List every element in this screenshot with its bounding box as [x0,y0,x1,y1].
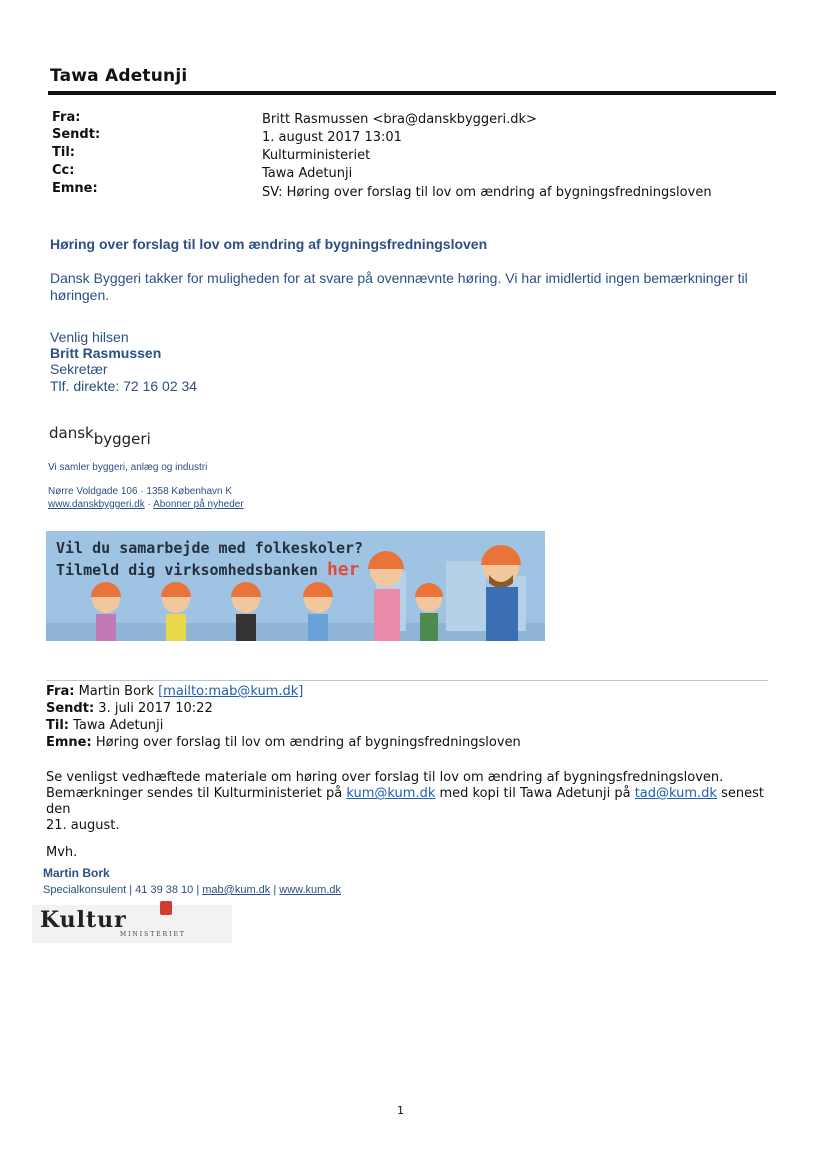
fwd-body-line2 [46,786,771,818]
fwd-to-label: Til: [46,718,69,733]
forward-separator [46,680,768,681]
banner-line1: Vil du samarbejde med folkeskoler? [56,539,364,557]
fwd-from-line [46,684,303,699]
fwd-from-mailto-link[interactable]: [mailto:mab@kum.dk] [158,684,304,699]
fwd-sender-name: Martin Bork [43,866,110,880]
logo-part-byggeri: byggeri [93,430,151,448]
contact-sep-2: | [193,884,203,896]
reply-subject: Høring over forslag til lov om ændring af bygningsfredningsloven [50,236,488,252]
fwd-sender-contact [43,884,341,896]
banner-her-link[interactable]: her [326,559,360,580]
fwd-sender-phone: 41 39 38 10 [135,884,194,896]
reply-sender-phone: Tlf. direkte: 72 16 02 34 [50,378,198,394]
fwd-subject-label: Emne: [46,735,92,750]
cc-value: Tawa Adetunji [262,166,353,181]
fwd-body-line3: 21. august. [46,818,120,833]
from-label: Fra: [52,110,81,125]
contact-sep-1: | [126,884,136,896]
banner-text [56,537,363,581]
fwd-to-value: Tawa Adetunji [73,718,164,733]
sent-label: Sendt: [52,127,101,142]
company-website-link[interactable]: www.danskbyggeri.dk [48,499,145,510]
fwd-body-text-c: senest den [46,786,764,817]
company-links [48,499,244,510]
fwd-to-line [46,718,163,733]
fwd-body-line1: Se venligst vedhæftede materiale om høring over forslag til lov om ændring af bygningsfredningsloven. [46,770,724,785]
cc-label: Cc: [52,163,75,178]
fwd-body [46,770,771,834]
from-value: Britt Rasmussen <bra@danskbyggeri.dk> [262,112,537,127]
company-address: Nørre Voldgade 106 · 1358 København K [48,486,233,497]
logo-script: Kultur [40,907,127,933]
fwd-sent-label: Sendt: [46,701,95,716]
fwd-closing: Mvh. [46,845,78,860]
fwd-subject-value: Høring over forslag til lov om ændring af bygningsfredningsloven [95,735,521,750]
fwd-body-text-b: med kopi til Tawa Adetunji på [435,786,635,801]
fwd-sender-web-link[interactable]: www.kum.dk [279,884,342,896]
subject-value: SV: Høring over forslag til lov om ændring af bygningsfredningsloven [262,185,712,200]
header-rule [48,91,776,95]
banner-line2-wrap [56,559,363,581]
tad-email-link[interactable]: tad@kum.dk [634,786,717,801]
adult-figure-man [481,545,521,641]
fwd-sender-email-link[interactable]: mab@kum.dk [202,884,271,896]
promo-banner[interactable] [46,531,545,641]
kum-email-link[interactable]: kum@kum.dk [346,786,436,801]
dansk-byggeri-logo [49,424,151,448]
banner-line2: Tilmeld dig virksomhedsbanken [56,561,318,579]
reply-closing: Venlig hilsen [50,329,129,345]
logo-part-dansk: dansk [49,424,94,442]
company-tagline: Vi samler byggeri, anlæg og industri [48,462,208,473]
link-separator: · [144,499,154,510]
reply-sender-name: Britt Rasmussen [50,345,162,361]
to-label: Til: [52,145,75,160]
subject-label: Emne: [52,181,98,196]
page-number: 1 [397,1104,404,1117]
reply-sender-title: Sekretær [50,361,108,377]
crown-icon [160,901,172,915]
contact-sep-3: | [270,884,280,896]
mailbox-owner: Tawa Adetunji [50,66,188,86]
fwd-subject-line [46,735,521,750]
fwd-sent-line [46,701,213,716]
kulturministeriet-logo [32,905,232,943]
fwd-from-name: Martin Bork [78,684,154,699]
logo-word: MINISTERIET [120,931,186,938]
sent-value: 1. august 2017 13:01 [262,130,402,145]
newsletter-link[interactable]: Abonner på nyheder [153,499,244,510]
fwd-body-text-a: Bemærkninger sendes til Kulturministeriet på [46,786,347,801]
reply-body: Dansk Byggeri takker for muligheden for at svare på ovennævnte høring. Vi har imidlertid ingen bemærkninger til høringen. [50,270,748,303]
to-value: Kulturministeriet [262,148,371,163]
fwd-sent-value: 3. juli 2017 10:22 [98,701,213,716]
fwd-from-label: Fra: [46,684,75,699]
fwd-sender-title: Specialkonsulent [43,884,127,896]
